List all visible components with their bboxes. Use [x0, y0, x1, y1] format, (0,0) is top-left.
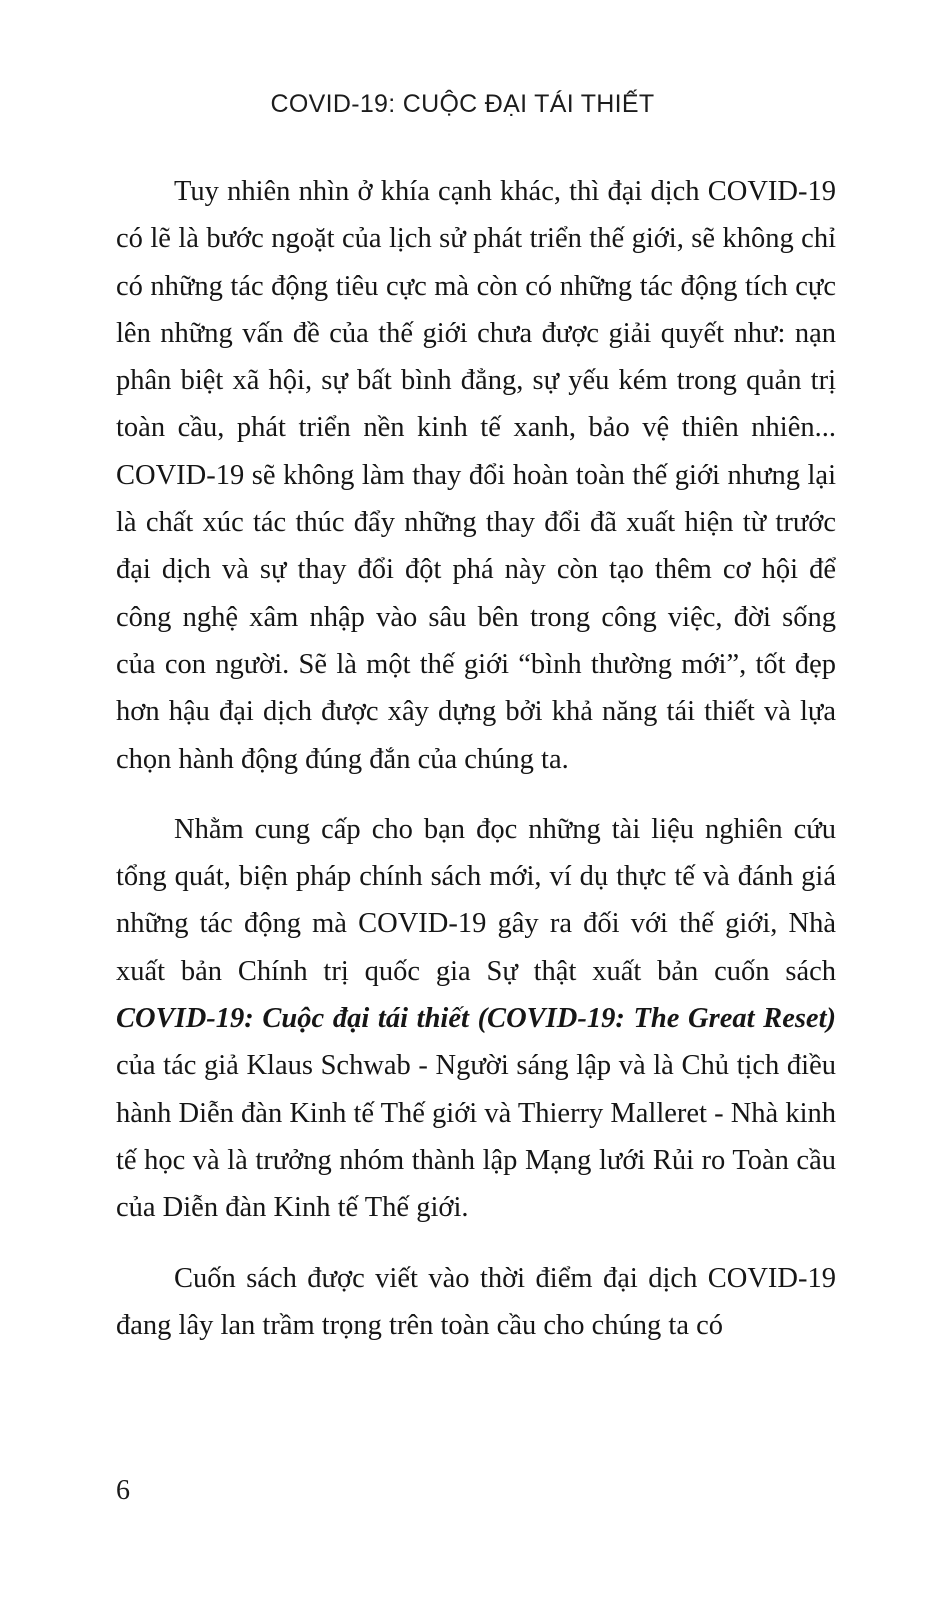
paragraph-1: Tuy nhiên nhìn ở khía cạnh khác, thì đại dịch COVID-19 có lẽ là bước ngoặt của lịch sử phát triển thế giới, sẽ không chỉ có những tác động tiêu cực mà còn có những tác động tích cực lên những vấn đề của thế giới chưa được giải quyết như: nạn phân biệt xã hội, sự bất bình đẳng, sự yếu kém trong quản trị toàn cầu, phát triển nền kinh tế xanh, bảo vệ thiên nhiên... COVID-19 sẽ không làm thay đổi hoàn toàn thế giới nhưng lại là chất xúc tác thúc đẩy những thay đổi đã xuất hiện từ trước đại dịch và sự thay đổi đột phá này còn tạo thêm cơ hội để công nghệ xâm nhập vào sâu bên trong công việc, đời sống của con người. Sẽ là một thế giới “bình thường mới”, tốt đẹp hơn hậu đại dịch được xây dựng bởi khả năng tái thiết và lựa chọn hành động đúng đắn của chúng ta. [116, 176, 836, 775]
paragraph-3: Cuốn sách được viết vào thời điểm đại dịch COVID-19 đang lây lan trầm trọng trên toàn cầu cho chúng ta có [116, 1262, 836, 1341]
paragraph-2-rest: của tác giả Klaus Schwab - Người sáng lập và là Chủ tịch điều hành Diễn đàn Kinh tế Thế giới và Thierry Malleret - Nhà kinh tế học và là trưởng nhóm thành lập Mạng lưới Rủi ro Toàn cầu của Diễn đàn Kinh tế Thế giới. [116, 1050, 836, 1224]
paragraph-2 [116, 806, 836, 1232]
body-text [116, 168, 836, 1349]
book-title-reference: COVID-19: Cuộc đại tái thiết (COVID-19: The Great Reset) [116, 1003, 836, 1035]
running-header-title: COVID-19: CUỘC ĐẠI TÁI THIẾT [270, 90, 655, 118]
page-number: 6 [116, 1475, 130, 1506]
paragraph-2-intro: Nhằm cung cấp cho bạn đọc những tài liệu nghiên cứu tổng quát, biện pháp chính sách mới, ví dụ thực tế và đánh giá những tác động mà COVID-19 gây ra đối với thế giới, Nhà xuất bản Chính trị quốc gia Sự thật xuất bản cuốn sách [116, 813, 836, 987]
